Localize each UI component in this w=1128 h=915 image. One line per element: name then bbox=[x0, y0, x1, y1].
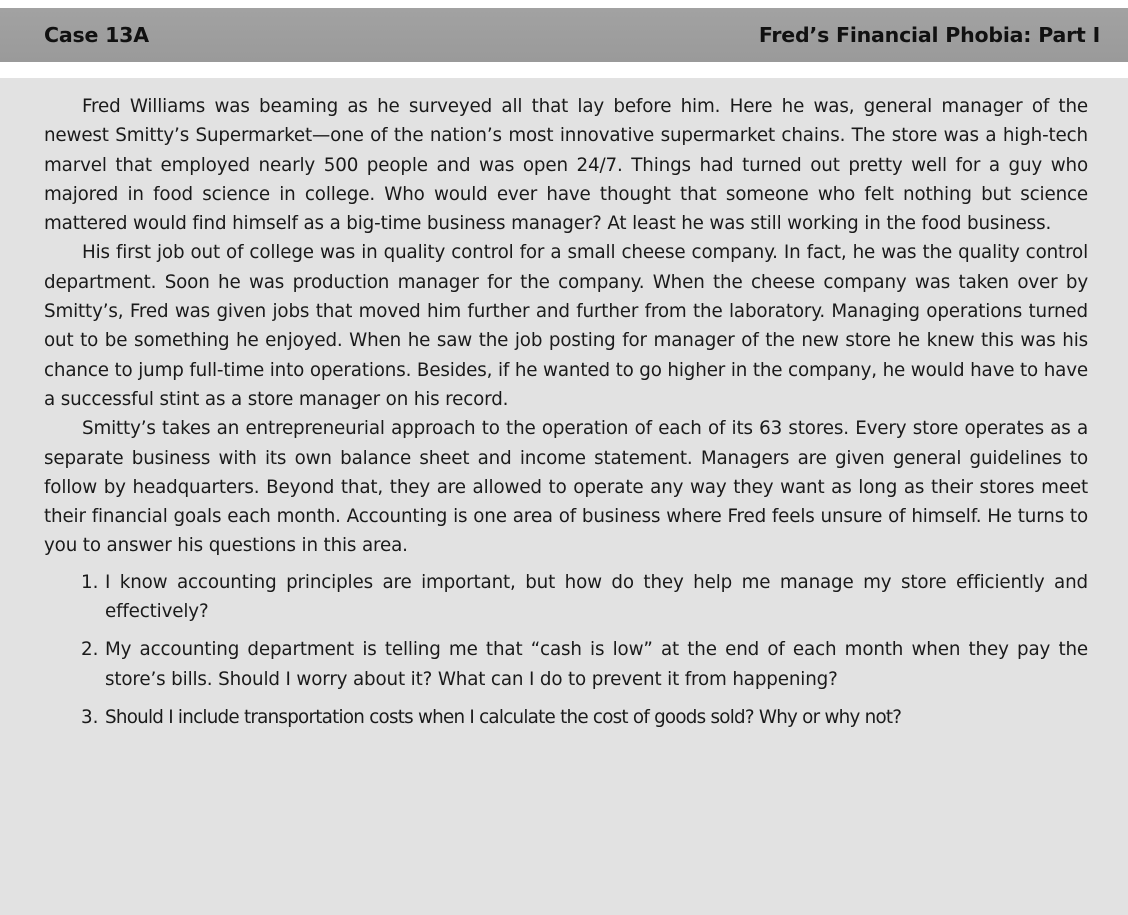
question-item bbox=[81, 703, 1088, 732]
question-list bbox=[44, 568, 1088, 732]
paragraph-background: His first job out of college was in quality control for a small cheese company. In fact, he was the quality control department. Soon he was production manager for the company. When the cheese company was taken over by Smitty’s, Fred was given jobs that moved him further and further from the laboratory. Managing operations turned out to be something he enjoyed. When he saw the job posting for manager of the new store he knew this was his chance to jump full-time into operations. Besides, if he wanted to go higher in the company, he would have to have a successful stint as a store manager on his record. bbox=[44, 242, 1088, 410]
question-item bbox=[81, 635, 1088, 694]
question-text: My accounting department is telling me that “cash is low” at the end of each month when they pay the store’s bills. Should I worry about it? What can I do to prevent it from happening? bbox=[105, 639, 1088, 690]
question-number: 1. bbox=[81, 571, 99, 593]
case-body bbox=[0, 78, 1128, 915]
question-number: 3. bbox=[81, 706, 99, 728]
case-header-bar bbox=[0, 8, 1128, 62]
question-number: 2. bbox=[81, 639, 99, 661]
case-title: Fred’s Financial Phobia: Part I bbox=[758, 23, 1100, 47]
question-item bbox=[81, 568, 1088, 627]
paragraph-intro: Fred Williams was beaming as he surveyed all that lay before him. Here he was, general manager of the newest Smitty’s Supermarket—one of the nation’s most innovative supermarket chains. The store was a high-tech marvel that employed nearly 500 people and was open 24/7. Things had turned out pretty well for a guy who majored in food science in college. Who would ever have thought that someone who felt nothing but science mattered would find himself as a big-time business manager? At least he was still working in the food business. bbox=[44, 96, 1088, 235]
paragraph-company-approach: Smitty’s takes an entrepreneurial approach to the operation of each of its 63 stores. Every store operates as a separate business with its own balance sheet and income statement. Managers are given general guidelines to follow by headquarters. Beyond that, they are allowed to operate any way they want as long as their stores meet their financial goals each month. Accounting is one area of business where Fred feels unsure of himself. He turns to you to answer his questions in this area. bbox=[44, 418, 1088, 557]
case-number: Case 13A bbox=[44, 23, 149, 47]
question-text: I know accounting principles are important, but how do they help me manage my store efficiently and effectively? bbox=[105, 571, 1088, 623]
question-text: Should I include transportation costs when I calculate the cost of goods sold? Why or why not? bbox=[105, 706, 902, 728]
